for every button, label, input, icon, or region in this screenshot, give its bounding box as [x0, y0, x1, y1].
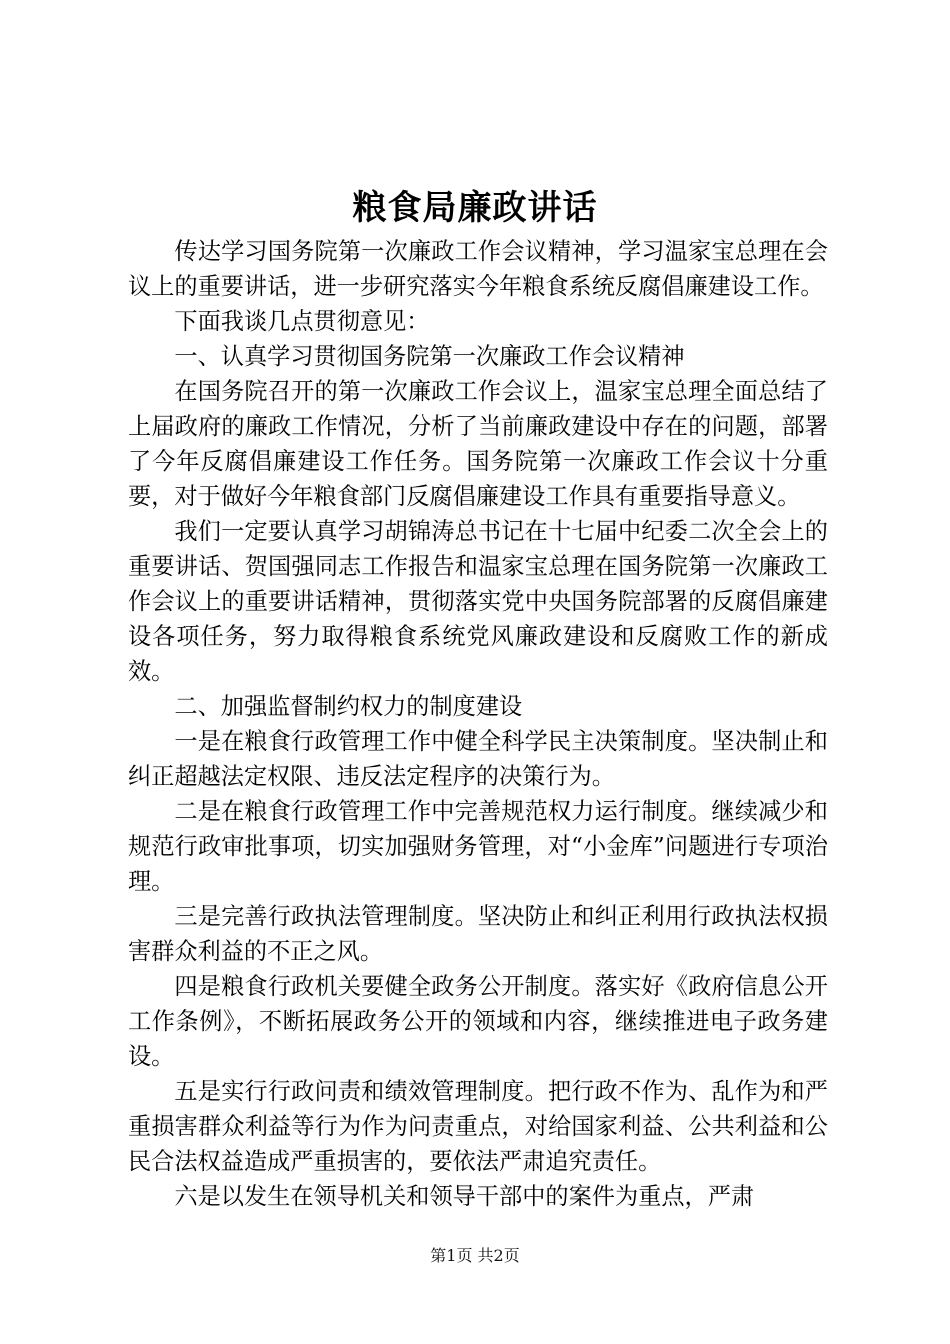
paragraph-point-6: 六是以发生在领导机关和领导干部中的案件为重点，严肃 [174, 1183, 755, 1210]
paragraph-point-1: 一是在粮食行政管理工作中健全科学民主决策制度。坚决制止和纠正超越法定权限、违反法定程序的决策行为。 [128, 728, 828, 790]
paragraph-point-2: 二是在粮食行政管理工作中完善规范权力运行制度。继续减少和规范行政审批事项，切实加强财务管理，对“小金库”问题进行专项治理。 [128, 798, 828, 895]
paragraph-point-4: 四是粮食行政机关要健全政务公开制度。落实好《政府信息公开工作条例》，不断拓展政务公开的领域和内容，继续推进电子政务建设。 [128, 973, 828, 1070]
paragraph-intro: 传达学习国务院第一次廉政工作会议精神，学习温家宝总理在会议上的重要讲话，进一步研究落实今年粮食系统反腐倡廉建设工作。 [128, 238, 828, 300]
page-number-footer: 第1页 共2页 [430, 1246, 520, 1265]
document-title: 粮食局廉政讲话 [352, 188, 598, 228]
paragraph-section-1-study: 我们一定要认真学习胡锦涛总书记在十七届中纪委二次全会上的重要讲话、贺国强同志工作报告和温家宝总理在国务院第一次廉政工作会议上的重要讲话精神，贯彻落实党中央国务院部署的反腐倡廉建设各项任务，努力取得粮食系统党风廉政建设和反腐败工作的新成效。 [128, 518, 828, 685]
section-heading-2: 二、加强监督制约权力的制度建设 [174, 693, 523, 720]
paragraph-point-5: 五是实行行政问责和绩效管理制度。把行政不作为、乱作为和严重损害群众利益等行为作为问责重点，对给国家利益、公共利益和公民合法权益造成严重损害的，要依法严肃追究责任。 [128, 1078, 828, 1175]
paragraph-lead-in: 下面我谈几点贯彻意见： [174, 308, 430, 335]
paragraph-point-3: 三是完善行政执法管理制度。坚决防止和纠正利用行政执法权损害群众利益的不正之风。 [128, 903, 828, 965]
section-heading-1: 一、认真学习贯彻国务院第一次廉政工作会议精神 [174, 343, 685, 370]
document-body [128, 234, 828, 1214]
paragraph-section-1-summary: 在国务院召开的第一次廉政工作会议上，温家宝总理全面总结了上届政府的廉政工作情况，分析了当前廉政建设中存在的问题，部署了今年反腐倡廉建设工作任务。国务院第一次廉政工作会议十分重要，对于做好今年粮食部门反腐倡廉建设工作具有重要指导意义。 [128, 378, 828, 510]
